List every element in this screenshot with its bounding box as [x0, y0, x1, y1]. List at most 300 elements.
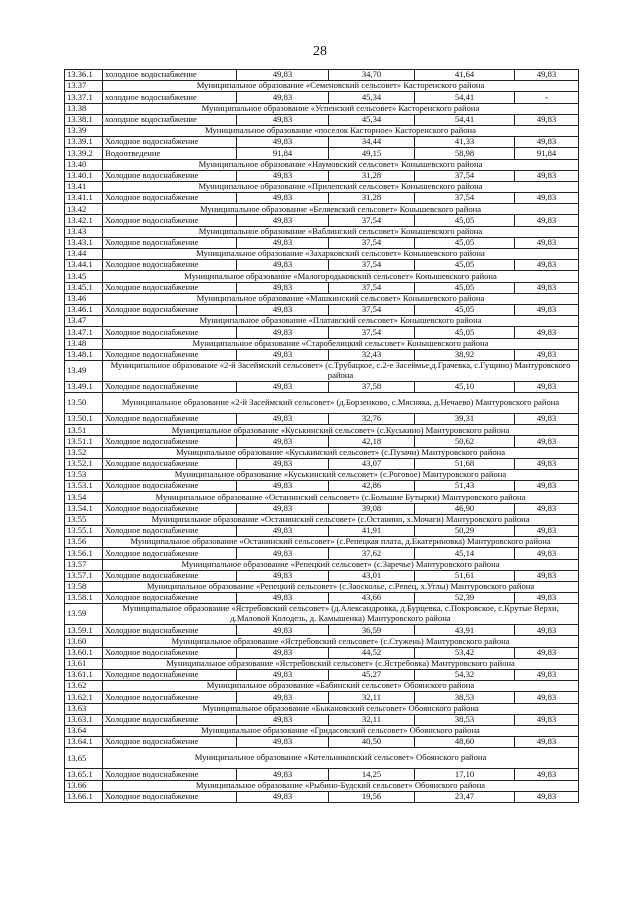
- section-title: Муниципальное образование «Репецкий сельсовет» (с.Заосколье, с.Репец, х.Углы) Мантуровского района: [103, 581, 579, 592]
- row-code: 13.39.2: [65, 148, 103, 159]
- section-header-row: [65, 181, 579, 192]
- section-code: 13.58: [65, 581, 103, 592]
- row-code: 13.37.1: [65, 92, 103, 103]
- tariff-value-3: 45,05: [415, 304, 515, 315]
- section-title: Муниципальное образование «Платавский сельсовет» Конышевского района: [103, 316, 579, 327]
- service-name: Холодное водоснабжение: [103, 714, 237, 725]
- tariff-value-2: 43,66: [329, 593, 415, 604]
- tariff-value-1: 49,83: [237, 647, 329, 658]
- table-row: [65, 625, 579, 636]
- tariff-value-3: 50,29: [415, 525, 515, 536]
- tariff-value-2: 34,70: [329, 70, 415, 81]
- row-code: 13.59.1: [65, 625, 103, 636]
- row-code: 13.39.1: [65, 137, 103, 148]
- section-title: Муниципальное образование «2-й Засеймский сельсовет» (д.Борзенково, с.Мясняка, д.Нечаево) Мантуровского района: [103, 393, 579, 414]
- service-name: Холодное водоснабжение: [103, 414, 237, 425]
- tariff-value-1: 49,83: [237, 548, 329, 559]
- table-row: [65, 148, 579, 159]
- tariff-value-1: 49,83: [237, 92, 329, 103]
- tariff-value-1: 49,83: [237, 525, 329, 536]
- tariff-value-1: 49,83: [237, 260, 329, 271]
- table-row: [65, 548, 579, 559]
- tariff-value-2: 37,54: [329, 304, 415, 315]
- service-name: Холодное водоснабжение: [103, 503, 237, 514]
- table-row: [65, 670, 579, 681]
- service-name: Холодное водоснабжение: [103, 791, 237, 802]
- row-code: 13.49.1: [65, 381, 103, 392]
- tariff-value-4: 49,83: [515, 570, 579, 581]
- section-title: Муниципальное образование «Куськинский сельсовет» (с.Пузачи) Мантуровского района: [103, 447, 579, 458]
- tariff-value-3: 46,90: [415, 503, 515, 514]
- tariff-value-3: 51,68: [415, 458, 515, 469]
- tariff-value-2: 37,54: [329, 215, 415, 226]
- section-code: 13.59: [65, 604, 103, 625]
- tariff-value-4: 49,83: [515, 381, 579, 392]
- tariff-value-3: 54,32: [415, 670, 515, 681]
- table-row: [65, 349, 579, 360]
- row-code: 13.38.1: [65, 114, 103, 125]
- tariff-value-1: 49,83: [237, 414, 329, 425]
- service-name: Холодное водоснабжение: [103, 170, 237, 181]
- service-name: Холодное водоснабжение: [103, 137, 237, 148]
- section-code: 13.41: [65, 181, 103, 192]
- table-row: [65, 70, 579, 81]
- tariff-value-1: 49,83: [237, 670, 329, 681]
- row-code: 13.44.1: [65, 260, 103, 271]
- table-row: [65, 647, 579, 658]
- table-row: [65, 525, 579, 536]
- section-title: Муниципальное образование «2-й Засеймский сельсовет» (с.Трубацкое, с.2-е Засеймье,д.Грачевка, с.Гущино) Мантуровского района: [103, 360, 579, 381]
- section-header-row: [65, 703, 579, 714]
- section-header-row: [65, 360, 579, 381]
- section-title: Муниципальное образование «Малогородьковский сельсовет» Конышевского района: [103, 271, 579, 282]
- service-name: Холодное водоснабжение: [103, 304, 237, 315]
- tariff-value-3: 54,41: [415, 92, 515, 103]
- section-title: Муниципальное образование «Успенский сельсовет» Касторенского района: [103, 103, 579, 114]
- tariff-value-2: 43,07: [329, 458, 415, 469]
- row-code: 13.52.1: [65, 458, 103, 469]
- table-row: [65, 282, 579, 293]
- service-name: Холодное водоснабжение: [103, 692, 237, 703]
- row-code: 13.61.1: [65, 670, 103, 681]
- section-code: 13.54: [65, 492, 103, 503]
- section-header-row: [65, 581, 579, 592]
- section-title: Муниципальное образование «Прилепский сельсовет» Конышевского района: [103, 181, 579, 192]
- section-title: Муниципальное образование «Котельниковский сельсовет» Обоянского района: [103, 748, 579, 769]
- tariff-value-4: 49,83: [515, 737, 579, 748]
- section-code: 13.55: [65, 514, 103, 525]
- section-title: Муниципальное образование «Машкинский сельсовет» Конышевского района: [103, 293, 579, 304]
- section-header-row: [65, 559, 579, 570]
- section-header-row: [65, 780, 579, 791]
- tariff-value-2: 45,34: [329, 92, 415, 103]
- tariff-value-1: 49,83: [237, 692, 329, 703]
- service-name: Холодное водоснабжение: [103, 625, 237, 636]
- row-code: 13.62.1: [65, 692, 103, 703]
- table-row: [65, 114, 579, 125]
- section-code: 13.42: [65, 204, 103, 215]
- tariff-value-3: 45,14: [415, 548, 515, 559]
- service-name: Холодное водоснабжение: [103, 525, 237, 536]
- service-name: Холодное водоснабжение: [103, 349, 237, 360]
- section-code: 13.62: [65, 681, 103, 692]
- tariff-value-3: 41,33: [415, 137, 515, 148]
- section-code: 13.43: [65, 226, 103, 237]
- tariff-value-1: 49,83: [237, 215, 329, 226]
- tariff-value-4: 49,83: [515, 349, 579, 360]
- tariff-value-4: 49,83: [515, 436, 579, 447]
- row-code: 13.50.1: [65, 414, 103, 425]
- tariff-value-2: 45,27: [329, 670, 415, 681]
- tariff-value-3: 39,31: [415, 414, 515, 425]
- section-header-row: [65, 204, 579, 215]
- tariff-value-2: 36,59: [329, 625, 415, 636]
- section-title: Муниципальное образование «Гридасовский сельсовет» Обоянского района: [103, 725, 579, 736]
- tariff-value-4: 91,84: [515, 148, 579, 159]
- section-code: 13.51: [65, 425, 103, 436]
- tariff-value-2: 42,18: [329, 436, 415, 447]
- row-code: 13.54.1: [65, 503, 103, 514]
- table-row: [65, 503, 579, 514]
- tariff-value-4: 49,83: [515, 593, 579, 604]
- section-title: Муниципальное образование «Быкановский сельсовет» Обоянского района: [103, 703, 579, 714]
- tariff-value-4: 49,83: [515, 481, 579, 492]
- service-name: Холодное водоснабжение: [103, 282, 237, 293]
- service-name: Холодное водоснабжение: [103, 670, 237, 681]
- service-name: Водоотведение: [103, 148, 237, 159]
- tariff-value-1: 49,83: [237, 193, 329, 204]
- tariff-value-4: 49,83: [515, 625, 579, 636]
- section-code: 13.45: [65, 271, 103, 282]
- table-row: [65, 193, 579, 204]
- table-row: [65, 714, 579, 725]
- service-name: холодное водоснабжение: [103, 114, 237, 125]
- tariff-value-1: 49,83: [237, 593, 329, 604]
- row-code: 13.56.1: [65, 548, 103, 559]
- section-header-row: [65, 636, 579, 647]
- service-name: Холодное водоснабжение: [103, 327, 237, 338]
- tariff-value-4: 49,83: [515, 215, 579, 226]
- section-header-row: [65, 226, 579, 237]
- tariff-value-2: 42,86: [329, 481, 415, 492]
- table-row: [65, 327, 579, 338]
- table-row: [65, 570, 579, 581]
- tariff-value-2: 40,50: [329, 737, 415, 748]
- table-row: [65, 692, 579, 703]
- tariff-value-4: -: [515, 92, 579, 103]
- tariff-value-2: 32,43: [329, 349, 415, 360]
- row-code: 13.60.1: [65, 647, 103, 658]
- section-code: 13.61: [65, 658, 103, 669]
- tariff-value-4: 49,83: [515, 170, 579, 181]
- tariff-value-1: 49,83: [237, 570, 329, 581]
- tariff-value-4: 49,83: [515, 414, 579, 425]
- tariff-value-3: 37,54: [415, 170, 515, 181]
- tariff-value-3: 38,92: [415, 349, 515, 360]
- tariff-value-2: 31,28: [329, 193, 415, 204]
- tariff-value-1: 49,83: [237, 436, 329, 447]
- section-code: 13.63: [65, 703, 103, 714]
- section-header-row: [65, 293, 579, 304]
- row-code: 13.47.1: [65, 327, 103, 338]
- section-code: 13.39: [65, 125, 103, 136]
- section-code: 13.52: [65, 447, 103, 458]
- section-header-row: [65, 447, 579, 458]
- tariff-value-4: 49,83: [515, 70, 579, 81]
- section-header-row: [65, 748, 579, 769]
- section-code: 13.47: [65, 316, 103, 327]
- tariff-value-3: 48,60: [415, 737, 515, 748]
- tariff-value-1: 49,83: [237, 137, 329, 148]
- tariff-value-3: 50,62: [415, 436, 515, 447]
- tariff-value-3: 53,42: [415, 647, 515, 658]
- section-title: Муниципальное образование «Старобелицкий сельсовет» Конышевского района: [103, 338, 579, 349]
- section-title: Муниципальное образование «Останинский сельсовет» (с.Репецкая плата, д.Екатериновка) Мантуровского района: [103, 537, 579, 548]
- tariff-value-2: 31,28: [329, 170, 415, 181]
- tariff-value-2: 37,54: [329, 260, 415, 271]
- table-row: [65, 458, 579, 469]
- section-header-row: [65, 81, 579, 92]
- row-code: 13.64.1: [65, 737, 103, 748]
- tariff-value-4: 49,83: [515, 327, 579, 338]
- row-code: 13.41.1: [65, 193, 103, 204]
- section-code: 13.56: [65, 537, 103, 548]
- tariff-value-2: 45,34: [329, 114, 415, 125]
- section-header-row: [65, 425, 579, 436]
- table-row: [65, 304, 579, 315]
- section-header-row: [65, 125, 579, 136]
- section-header-row: [65, 658, 579, 669]
- table-row: [65, 769, 579, 780]
- tariff-value-1: 49,83: [237, 503, 329, 514]
- section-code: 13.44: [65, 249, 103, 260]
- section-title: Муниципальное образование «Ястребовский сельсовет» (с.Стужень) Мантуровского района: [103, 636, 579, 647]
- tariff-value-2: 14,25: [329, 769, 415, 780]
- tariff-value-2: 37,54: [329, 327, 415, 338]
- tariff-value-3: 51,43: [415, 481, 515, 492]
- tariff-value-3: 45,10: [415, 381, 515, 392]
- section-code: 13.37: [65, 81, 103, 92]
- section-code: 13.40: [65, 159, 103, 170]
- tariff-value-1: 49,83: [237, 791, 329, 802]
- row-code: 13.65.1: [65, 769, 103, 780]
- service-name: Холодное водоснабжение: [103, 647, 237, 658]
- table-row: [65, 237, 579, 248]
- tariff-value-4: 49,83: [515, 282, 579, 293]
- section-title: Муниципальное образование «Беляевский сельсовет» Конышевского района: [103, 204, 579, 215]
- tariff-value-3: 45,05: [415, 237, 515, 248]
- tariff-value-1: 49,83: [237, 769, 329, 780]
- tariff-value-4: 49,83: [515, 548, 579, 559]
- section-title: Муниципальное образование «Семеновский сельсовет» Касторенского района: [103, 81, 579, 92]
- section-code: 13.65: [65, 748, 103, 769]
- tariff-value-1: 49,83: [237, 458, 329, 469]
- tariff-value-1: 49,83: [237, 481, 329, 492]
- tariff-value-3: 17,10: [415, 769, 515, 780]
- section-header-row: [65, 249, 579, 260]
- section-header-row: [65, 537, 579, 548]
- table-row: [65, 260, 579, 271]
- section-code: 13.50: [65, 393, 103, 414]
- tariff-value-2: 37,54: [329, 237, 415, 248]
- section-header-row: [65, 316, 579, 327]
- service-name: Холодное водоснабжение: [103, 737, 237, 748]
- tariff-value-3: 45,05: [415, 327, 515, 338]
- table-row: [65, 215, 579, 226]
- service-name: Холодное водоснабжение: [103, 436, 237, 447]
- table-row: [65, 414, 579, 425]
- section-code: 13.53: [65, 470, 103, 481]
- row-code: 13.63.1: [65, 714, 103, 725]
- tariff-value-3: 45,05: [415, 260, 515, 271]
- table-row: [65, 737, 579, 748]
- section-header-row: [65, 393, 579, 414]
- service-name: Холодное водоснабжение: [103, 381, 237, 392]
- service-name: Холодное водоснабжение: [103, 570, 237, 581]
- tariff-value-4: 49,83: [515, 114, 579, 125]
- tariff-value-1: 49,83: [237, 114, 329, 125]
- table-row: [65, 593, 579, 604]
- tariff-value-2: 44,52: [329, 647, 415, 658]
- tariff-value-4: 49,83: [515, 237, 579, 248]
- tariff-value-2: 37,58: [329, 381, 415, 392]
- table-row: [65, 481, 579, 492]
- tariff-value-3: 54,41: [415, 114, 515, 125]
- tariff-value-4: 49,83: [515, 137, 579, 148]
- service-name: Холодное водоснабжение: [103, 548, 237, 559]
- section-title: Муниципальное образование «Куськинский сельсовет» (с.Куськино) Мантуровского района: [103, 425, 579, 436]
- tariff-value-2: 43,01: [329, 570, 415, 581]
- tariff-value-2: 41,91: [329, 525, 415, 536]
- row-code: 13.57.1: [65, 570, 103, 581]
- tariff-value-2: 32,11: [329, 714, 415, 725]
- tariff-value-3: 43,91: [415, 625, 515, 636]
- row-code: 13.55.1: [65, 525, 103, 536]
- row-code: 13.53.1: [65, 481, 103, 492]
- page-number: 28: [313, 44, 327, 59]
- section-code: 13.48: [65, 338, 103, 349]
- section-code: 13.60: [65, 636, 103, 647]
- table-row: [65, 436, 579, 447]
- section-code: 13.66: [65, 780, 103, 791]
- section-header-row: [65, 103, 579, 114]
- row-code: 13.46.1: [65, 304, 103, 315]
- tariff-value-1: 49,83: [237, 349, 329, 360]
- row-code: 13.66.1: [65, 791, 103, 802]
- tariff-value-2: 34,44: [329, 137, 415, 148]
- section-code: 13.46: [65, 293, 103, 304]
- section-title: Муниципальное образование «Останинский сельсовет» (с.Останино, х.Мочаги) Мантуровского района: [103, 514, 579, 525]
- tariff-value-2: 37,54: [329, 282, 415, 293]
- tariff-value-1: 49,83: [237, 327, 329, 338]
- tariff-value-3: 38,53: [415, 692, 515, 703]
- table-row: [65, 381, 579, 392]
- tariff-value-3: 41,64: [415, 70, 515, 81]
- service-name: Холодное водоснабжение: [103, 215, 237, 226]
- section-title: Муниципальное образование «Ваблинский сельсовет» Конышевского района: [103, 226, 579, 237]
- service-name: Холодное водоснабжение: [103, 458, 237, 469]
- service-name: холодное водоснабжение: [103, 92, 237, 103]
- tariff-value-4: 49,83: [515, 692, 579, 703]
- section-header-row: [65, 514, 579, 525]
- tariff-value-4: 49,83: [515, 525, 579, 536]
- row-code: 13.51.1: [65, 436, 103, 447]
- tariff-value-2: 19,56: [329, 791, 415, 802]
- tariff-value-1: 49,83: [237, 737, 329, 748]
- tariff-value-4: 49,83: [515, 458, 579, 469]
- section-header-row: [65, 492, 579, 503]
- section-title: Муниципальное образование «Бабинский сельсовет» Обоянского района: [103, 681, 579, 692]
- row-code: 13.36.1: [65, 70, 103, 81]
- tariff-value-2: 49,15: [329, 148, 415, 159]
- tariff-value-1: 49,83: [237, 304, 329, 315]
- section-title: Муниципальное образование «Захарковский сельсовет» Конышевского района: [103, 249, 579, 260]
- tariff-value-3: 38,53: [415, 714, 515, 725]
- service-name: Холодное водоснабжение: [103, 260, 237, 271]
- row-code: 13.45.1: [65, 282, 103, 293]
- tariff-value-4: 49,83: [515, 769, 579, 780]
- section-code: 13.38: [65, 103, 103, 114]
- service-name: Холодное водоснабжение: [103, 237, 237, 248]
- section-title: Муниципальное образование «Куськинский сельсовет» (с.Роговое) Мантуровского района: [103, 470, 579, 481]
- tariff-value-4: 49,83: [515, 647, 579, 658]
- table-row: [65, 170, 579, 181]
- section-title: Муниципальное образование «Рыбино-Будский сельсовет» Обоянского района: [103, 780, 579, 791]
- section-code: 13.57: [65, 559, 103, 570]
- section-title: Муниципальное образование «Репецкий сельсовет» (с.Заречье) Мантуровского района: [103, 559, 579, 570]
- service-name: холодное водоснабжение: [103, 70, 237, 81]
- section-code: 13.49: [65, 360, 103, 381]
- tariff-value-1: 49,83: [237, 170, 329, 181]
- row-code: 13.43.1: [65, 237, 103, 248]
- tariff-value-4: 49,83: [515, 670, 579, 681]
- tariff-value-3: 51,61: [415, 570, 515, 581]
- service-name: Холодное водоснабжение: [103, 769, 237, 780]
- tariff-value-2: 39,08: [329, 503, 415, 514]
- tariff-value-3: 45,05: [415, 215, 515, 226]
- section-header-row: [65, 159, 579, 170]
- section-header-row: [65, 338, 579, 349]
- tariff-value-4: 49,83: [515, 193, 579, 204]
- tariff-value-1: 49,83: [237, 714, 329, 725]
- tariff-value-1: 49,83: [237, 237, 329, 248]
- row-code: 13.40.1: [65, 170, 103, 181]
- tariff-value-2: 32,76: [329, 414, 415, 425]
- tariff-value-4: 49,83: [515, 791, 579, 802]
- section-title: Муниципальное образование «Ястребовский сельсовет» (с.Ястребовка) Мантуровского района: [103, 658, 579, 669]
- row-code: 13.42.1: [65, 215, 103, 226]
- tariff-value-1: 49,83: [237, 381, 329, 392]
- tariff-value-2: 37,62: [329, 548, 415, 559]
- table-row: [65, 791, 579, 802]
- service-name: Холодное водоснабжение: [103, 193, 237, 204]
- tariff-value-4: 49,83: [515, 714, 579, 725]
- tariff-value-3: 52,39: [415, 593, 515, 604]
- tariff-value-3: 45,05: [415, 282, 515, 293]
- section-header-row: [65, 681, 579, 692]
- section-header-row: [65, 725, 579, 736]
- tariff-value-1: 49,83: [237, 282, 329, 293]
- section-header-row: [65, 271, 579, 282]
- tariff-table: [64, 69, 579, 803]
- tariff-value-2: 32,11: [329, 692, 415, 703]
- tariff-value-4: 49,83: [515, 304, 579, 315]
- row-code: 13.58.1: [65, 593, 103, 604]
- tariff-value-1: 49,83: [237, 70, 329, 81]
- service-name: Холодное водоснабжение: [103, 481, 237, 492]
- tariff-value-3: 58,98: [415, 148, 515, 159]
- section-code: 13.64: [65, 725, 103, 736]
